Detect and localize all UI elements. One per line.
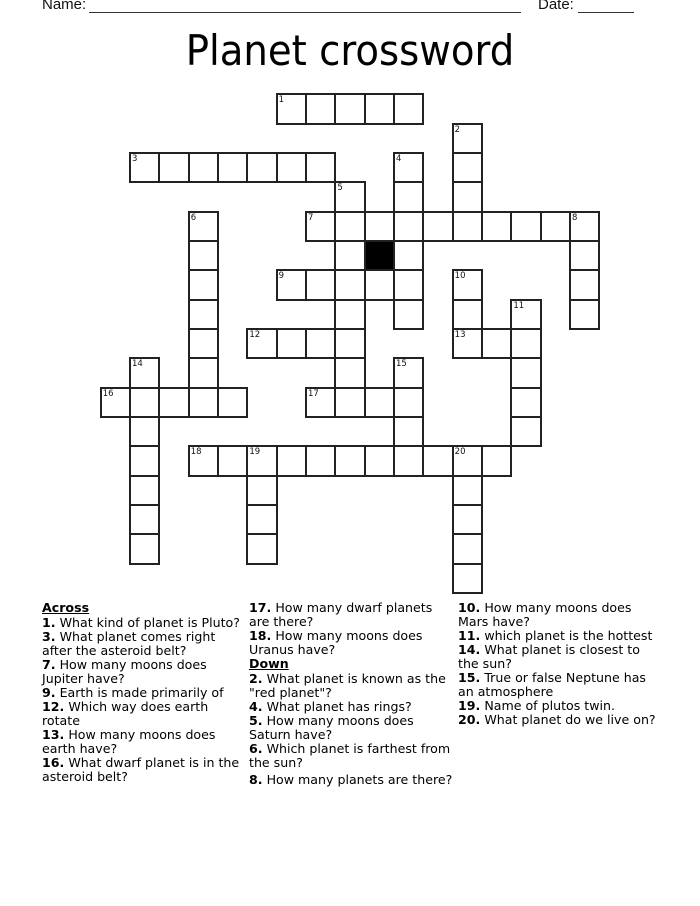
crossword-cell[interactable]	[188, 152, 219, 183]
crossword-cell[interactable]	[393, 181, 424, 212]
clue-across-17	[249, 601, 454, 629]
crossword-cell[interactable]	[305, 211, 336, 242]
clue-across-9	[42, 686, 247, 700]
clue-across-1	[42, 616, 247, 630]
clue-column-1	[42, 601, 247, 784]
crossword-cell[interactable]	[129, 533, 160, 564]
cell-number: 13	[454, 329, 466, 340]
cell-number: 10	[454, 271, 466, 282]
crossword-cell[interactable]	[393, 299, 424, 330]
clue-column-3	[458, 601, 663, 727]
clue-text: True or false Neptune has an atmosphere	[458, 670, 646, 699]
clue-across-16	[42, 756, 247, 784]
cell-number: 6	[190, 212, 197, 223]
crossword-cell[interactable]	[334, 181, 365, 212]
clue-across-3	[42, 630, 247, 658]
clue-column-2	[249, 601, 454, 787]
clue-text: How many moons does Mars have?	[458, 600, 632, 629]
crossword-cell[interactable]	[481, 445, 512, 476]
cell-number: 9	[278, 271, 285, 282]
clue-number: 12.	[42, 699, 65, 714]
crossword-cell[interactable]	[188, 299, 219, 330]
cell-number: 11	[513, 300, 525, 311]
crossword-cell[interactable]	[452, 299, 483, 330]
clue-text: How many planets are there?	[262, 772, 453, 787]
crossword-cell[interactable]	[364, 387, 395, 418]
clue-number: 19.	[458, 698, 481, 713]
crossword-cell[interactable]	[129, 152, 160, 183]
clue-text: What planet has rings?	[262, 699, 412, 714]
clue-number: 3.	[42, 629, 56, 644]
crossword-cell[interactable]	[100, 387, 131, 418]
clue-text: What planet is known as the "red planet"?	[249, 671, 446, 700]
cell-number: 5	[337, 183, 343, 194]
crossword-cell[interactable]	[364, 93, 395, 124]
crossword-cell[interactable]	[364, 445, 395, 476]
crossword-cell[interactable]	[569, 240, 600, 271]
clue-number: 18.	[249, 628, 272, 643]
crossword-cell[interactable]	[129, 475, 160, 506]
cell-number: 19	[249, 447, 261, 458]
clue-down-5	[249, 714, 454, 742]
cell-number: 20	[454, 447, 466, 458]
crossword-cell[interactable]	[188, 211, 219, 242]
clue-down-6	[249, 742, 454, 770]
clue-number: 5.	[249, 713, 263, 728]
clue-text: How many dwarf planets are there?	[249, 600, 433, 629]
clue-down-19	[458, 699, 663, 713]
clue-number: 14.	[458, 642, 481, 657]
clue-number: 16.	[42, 755, 65, 770]
date-label: Date:	[538, 0, 574, 13]
across-heading: Across	[42, 600, 90, 615]
crossword-cell[interactable]	[305, 93, 336, 124]
crossword-cell[interactable]	[510, 416, 541, 447]
clue-text: Which way does earth rotate	[42, 699, 209, 728]
clue-text: Earth is made primarily of	[55, 685, 224, 700]
down-heading: Down	[249, 656, 289, 671]
crossword-cell[interactable]	[510, 211, 541, 242]
clue-text: How many moons does Uranus have?	[249, 628, 423, 657]
crossword-cell[interactable]	[334, 445, 365, 476]
clue-down-10	[458, 601, 663, 629]
crossword-cell[interactable]	[452, 152, 483, 183]
crossword-cell[interactable]	[334, 328, 365, 359]
clue-number: 15.	[458, 670, 481, 685]
crossword-cell[interactable]	[246, 445, 277, 476]
crossword-cell[interactable]	[452, 181, 483, 212]
page-title: Planet crossword	[185, 26, 515, 75]
clue-number: 2.	[249, 671, 263, 686]
cell-number: 1	[278, 95, 285, 106]
clue-down-4	[249, 700, 454, 714]
clue-down-15	[458, 671, 663, 699]
crossword-cell[interactable]	[129, 504, 160, 535]
cell-number: 3	[132, 153, 138, 164]
cell-number: 16	[102, 388, 114, 399]
crossword-cell[interactable]	[129, 387, 160, 418]
crossword-cell[interactable]	[393, 240, 424, 271]
black-cell	[364, 240, 395, 271]
crossword-cell[interactable]	[334, 299, 365, 330]
cell-number: 12	[249, 329, 261, 340]
cell-number: 18	[190, 447, 202, 458]
clue-across-18	[249, 629, 454, 657]
clue-text: which planet is the hottest	[480, 628, 653, 643]
crossword-cell[interactable]	[188, 328, 219, 359]
crossword-cell[interactable]	[188, 445, 219, 476]
clue-down-14	[458, 643, 663, 671]
crossword-cell[interactable]	[364, 269, 395, 300]
crossword-cell[interactable]	[334, 240, 365, 271]
crossword-cell[interactable]	[188, 269, 219, 300]
crossword-cell[interactable]	[452, 475, 483, 506]
clue-down-8	[249, 773, 454, 787]
clue-across-12	[42, 700, 247, 728]
cell-number: 14	[132, 359, 143, 370]
crossword-cell[interactable]	[188, 357, 219, 388]
clue-number: 7.	[42, 657, 56, 672]
crossword-cell[interactable]	[393, 269, 424, 300]
crossword-cell[interactable]	[276, 93, 307, 124]
clue-text: Name of plutos twin.	[480, 698, 616, 713]
crossword-cell[interactable]	[334, 387, 365, 418]
clue-across-7	[42, 658, 247, 686]
cell-number: 2	[454, 124, 461, 135]
clue-number: 1.	[42, 615, 56, 630]
clue-down-11	[458, 629, 663, 643]
crossword-cell[interactable]	[510, 387, 541, 418]
clue-down-2	[249, 672, 454, 700]
crossword-cell[interactable]	[452, 533, 483, 564]
crossword-cell[interactable]	[188, 387, 219, 418]
crossword-cell[interactable]	[334, 357, 365, 388]
cell-number: 4	[396, 153, 402, 164]
clue-text: What planet comes right after the asteroid belt?	[42, 629, 216, 658]
clue-text: What dwarf planet is in the asteroid belt?	[42, 755, 240, 784]
clue-number: 8.	[249, 772, 263, 787]
crossword-cell[interactable]	[393, 152, 424, 183]
crossword-cell[interactable]	[452, 269, 483, 300]
clue-number: 4.	[249, 699, 263, 714]
name-label: Name:	[42, 0, 87, 13]
crossword-cell[interactable]	[452, 211, 483, 242]
crossword-cell[interactable]	[305, 269, 336, 300]
cell-number: 8	[571, 212, 578, 223]
crossword-cell[interactable]	[452, 563, 483, 594]
clue-number: 11.	[458, 628, 481, 643]
crossword-cell[interactable]	[393, 211, 424, 242]
crossword-cell[interactable]	[246, 533, 277, 564]
crossword-cell[interactable]	[393, 416, 424, 447]
crossword-cell[interactable]	[393, 387, 424, 418]
clue-across-13	[42, 728, 247, 756]
clue-text: What planet is closest to the sun?	[458, 642, 640, 671]
clue-number: 6.	[249, 741, 263, 756]
crossword-cell[interactable]	[246, 504, 277, 535]
crossword-cell[interactable]	[276, 269, 307, 300]
crossword-cell[interactable]	[452, 445, 483, 476]
clue-text: What planet do we live on?	[480, 712, 656, 727]
crossword-cell[interactable]	[276, 152, 307, 183]
crossword-cell[interactable]	[510, 299, 541, 330]
clue-text: Which planet is farthest from the sun?	[249, 741, 451, 770]
crossword-cell[interactable]	[569, 269, 600, 300]
crossword-cell[interactable]	[452, 123, 483, 154]
clue-text: How many moons does Saturn have?	[249, 713, 414, 742]
crossword-cell[interactable]	[305, 328, 336, 359]
crossword-cell[interactable]	[393, 445, 424, 476]
crossword-cell[interactable]	[158, 152, 189, 183]
clue-down-20	[458, 713, 663, 727]
crossword-cell[interactable]	[334, 93, 365, 124]
crossword-cell[interactable]	[422, 211, 453, 242]
crossword-cell[interactable]	[481, 211, 512, 242]
crossword-cell[interactable]	[246, 328, 277, 359]
crossword-cell[interactable]	[129, 357, 160, 388]
crossword-cell[interactable]	[422, 445, 453, 476]
crossword-cell[interactable]	[393, 357, 424, 388]
cell-number: 15	[396, 359, 407, 370]
clue-number: 9.	[42, 685, 56, 700]
clue-number: 13.	[42, 727, 65, 742]
crossword-cell[interactable]	[217, 152, 248, 183]
crossword-cell[interactable]	[129, 445, 160, 476]
clue-text: How many moons does Jupiter have?	[42, 657, 207, 686]
crossword-cell[interactable]	[217, 387, 248, 418]
crossword-cell[interactable]	[510, 328, 541, 359]
clue-number: 17.	[249, 600, 272, 615]
crossword-cell[interactable]	[393, 93, 424, 124]
crossword-cell[interactable]	[305, 387, 336, 418]
crossword-cell[interactable]	[246, 475, 277, 506]
crossword-cell[interactable]	[364, 211, 395, 242]
crossword-cell[interactable]	[217, 445, 248, 476]
clue-text: What kind of planet is Pluto?	[55, 615, 240, 630]
crossword-cell[interactable]	[510, 357, 541, 388]
crossword-cell[interactable]	[452, 328, 483, 359]
crossword-cell[interactable]	[246, 152, 277, 183]
crossword-cell[interactable]	[569, 211, 600, 242]
crossword-cell[interactable]	[188, 240, 219, 271]
crossword-cell[interactable]	[276, 445, 307, 476]
crossword-cell[interactable]	[305, 152, 336, 183]
crossword-cell[interactable]	[481, 328, 512, 359]
clue-number: 10.	[458, 600, 481, 615]
crossword-cell[interactable]	[276, 328, 307, 359]
crossword-cell[interactable]	[540, 211, 571, 242]
cell-number: 7	[308, 212, 314, 223]
crossword-cell[interactable]	[569, 299, 600, 330]
clue-number: 20.	[458, 712, 481, 727]
crossword-cell[interactable]	[158, 387, 189, 418]
clue-text: How many moons does earth have?	[42, 727, 216, 756]
crossword-cell[interactable]	[305, 445, 336, 476]
cell-number: 17	[308, 388, 319, 399]
crossword-cell[interactable]	[129, 416, 160, 447]
crossword-cell[interactable]	[334, 269, 365, 300]
crossword-cell[interactable]	[334, 211, 365, 242]
crossword-cell[interactable]	[452, 504, 483, 535]
